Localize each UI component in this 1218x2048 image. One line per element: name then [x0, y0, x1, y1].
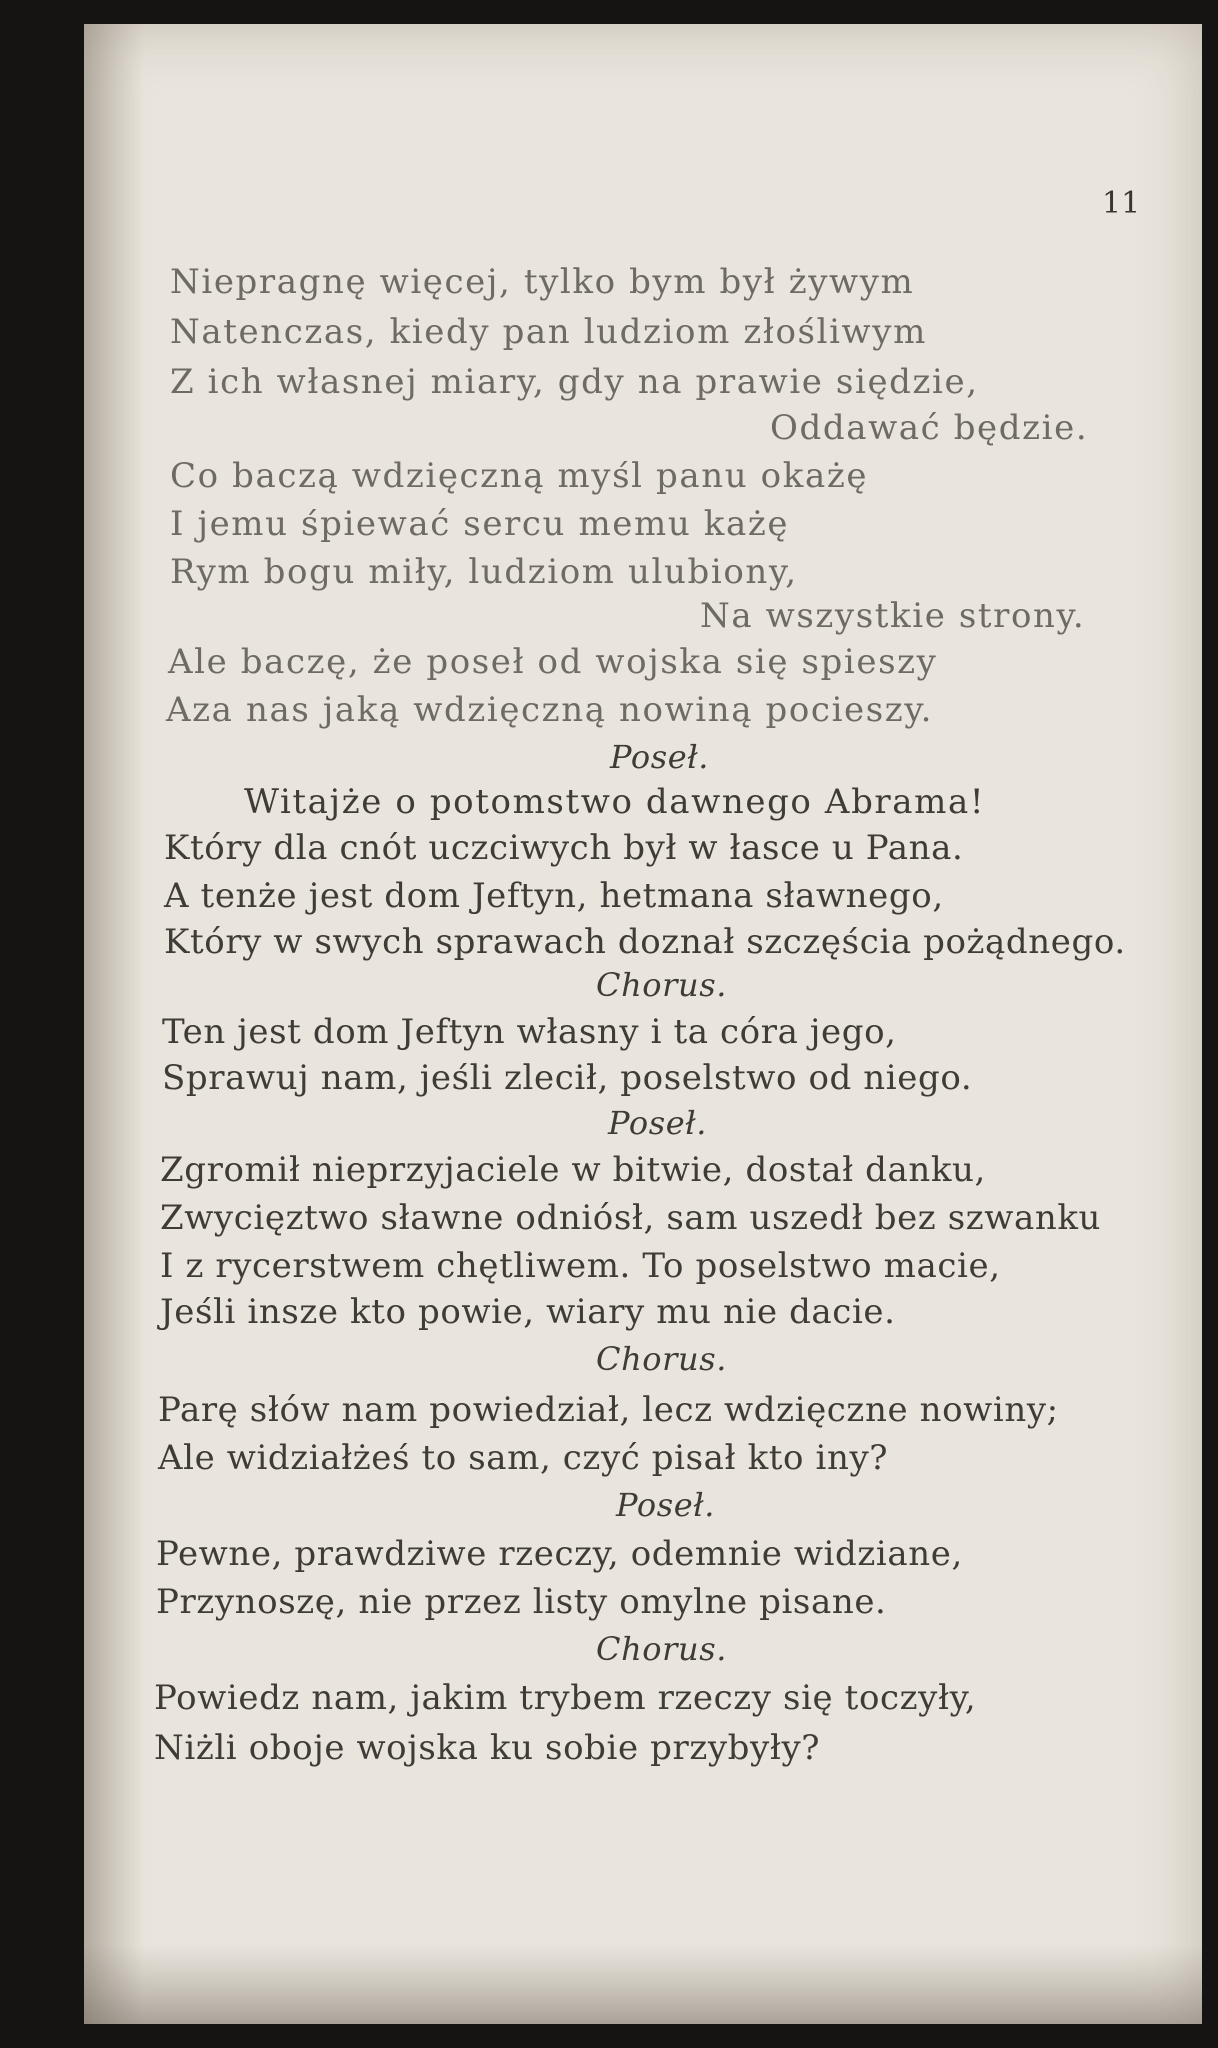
verse-line: A tenże jest dom Jeftyn, hetmana sławnego, — [164, 876, 944, 916]
verse-line: Zgromił nieprzyjaciele w bitwie, dostał danku, — [160, 1150, 986, 1190]
verse-line: Oddawać będzie. — [770, 408, 1089, 448]
verse-line: Rym bogu miły, ludziom ulubiony, — [170, 552, 798, 592]
page-number: 11 — [1102, 186, 1141, 221]
verse-line: Sprawuj nam, jeśli zlecił, poselstwo od niego. — [162, 1058, 973, 1098]
verse-line: Powiedz nam, jakim trybem rzeczy się toczyły, — [154, 1678, 977, 1718]
verse-line: Zwycięztwo sławne odniósł, sam uszedł bez szwanku — [160, 1198, 1102, 1238]
verse-line: Który w swych sprawach doznał szczęścia pożądnego. — [164, 922, 1126, 962]
verse-line: Natenczas, kiedy pan ludziom złośliwym — [170, 312, 927, 352]
verse-line: Jeśli insze kto powie, wiary mu nie dacie. — [160, 1292, 896, 1332]
verse-line: Parę słów nam powiedział, lecz wdzięczne nowiny; — [158, 1390, 1059, 1430]
verse-line: Ale baczę, że poseł od wojska się spieszy — [168, 642, 938, 682]
verse-line: Witajże o potomstwo dawnego Abrama! — [244, 782, 986, 822]
speaker-label: Chorus. — [596, 1340, 728, 1378]
verse-line: Co baczą wdzięczną myśl panu okażę — [170, 456, 869, 496]
speaker-label: Poseł. — [616, 1486, 716, 1524]
page-gutter-shadow — [84, 24, 144, 2024]
verse-line: Pewne, prawdziwe rzeczy, odemnie widziane, — [156, 1534, 963, 1574]
verse-line: I z rycerstwem chętliwem. To poselstwo macie, — [160, 1246, 1001, 1286]
verse-line: Aza nas jaką wdzięczną nowiną pocieszy. — [166, 690, 934, 730]
verse-line: Z ich własnej miary, gdy na prawie siędzie, — [170, 362, 979, 402]
verse-line: Niżli oboje wojska ku sobie przybyły? — [154, 1728, 821, 1768]
speaker-label: Poseł. — [608, 1104, 708, 1142]
verse-line: Ale widziałżeś to sam, czyć pisał kto iny? — [158, 1438, 889, 1478]
page-bottom-shadow — [84, 1944, 1202, 2024]
speaker-label: Poseł. — [610, 738, 710, 776]
speaker-label: Chorus. — [596, 966, 728, 1004]
verse-line: Który dla cnót uczciwych był w łasce u Pana. — [164, 828, 964, 868]
verse-line: Niepragnę więcej, tylko bym był żywym — [170, 262, 915, 302]
verse-line: I jemu śpiewać sercu memu każę — [170, 504, 790, 544]
verse-line: Na wszystkie strony. — [700, 596, 1086, 636]
speaker-label: Chorus. — [596, 1630, 728, 1668]
verse-line: Ten jest dom Jeftyn własny i ta córa jego, — [162, 1012, 897, 1052]
verse-line: Przynoszę, nie przez listy omylne pisane. — [156, 1582, 887, 1622]
